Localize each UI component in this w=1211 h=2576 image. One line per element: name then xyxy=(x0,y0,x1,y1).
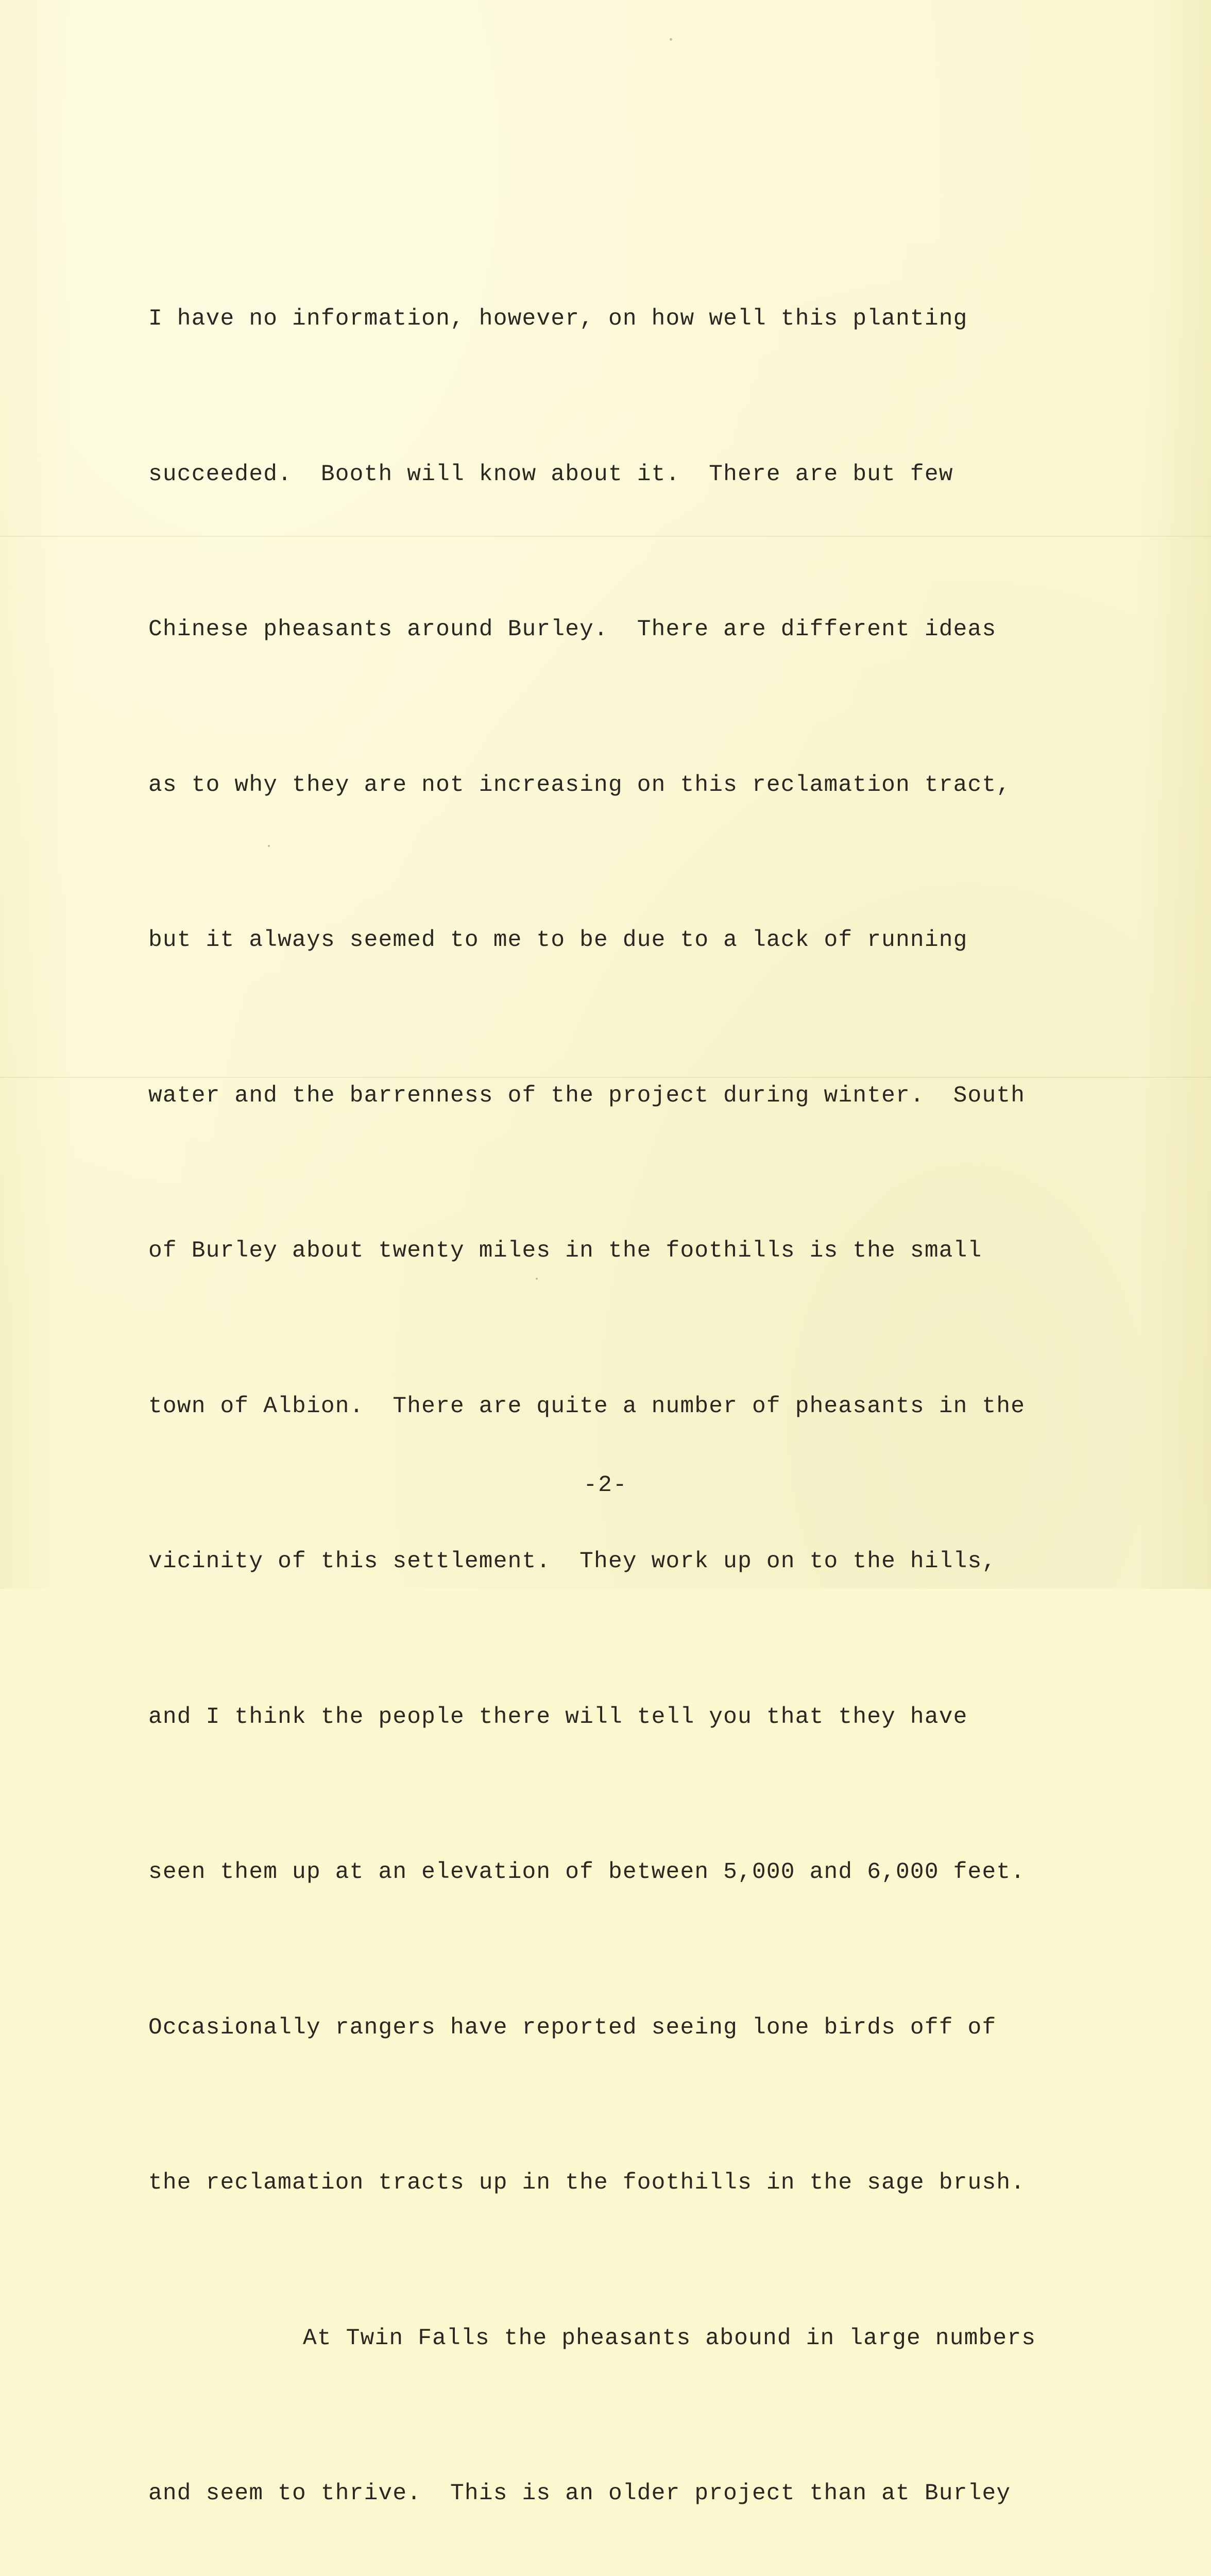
text-line: I have no information, however, on how well this planting xyxy=(148,306,968,332)
text-line: town of Albion. There are quite a number of pheasants in the xyxy=(148,1393,1026,1419)
text-line: as to why they are not increasing on this reclamation tract, xyxy=(148,772,1011,798)
text-line: and I think the people there will tell you that they have xyxy=(148,1704,968,1730)
text-line: of Burley about twenty miles in the foothills is the small xyxy=(148,1238,982,1264)
text-line: Occasionally rangers have reported seeing lone birds off of xyxy=(148,2014,997,2041)
page-number: -2- xyxy=(583,1472,628,1498)
text-line: vicinity of this settlement. They work up on to the hills, xyxy=(148,1549,997,1574)
paper-speck xyxy=(670,38,672,41)
text-line: water and the barrenness of the project during winter. South xyxy=(148,1082,1026,1109)
text-line: succeeded. Booth will know about it. There are but few xyxy=(148,461,953,487)
text-line: but it always seemed to me to be due to a lack of running xyxy=(148,927,968,953)
text-line: seen them up at an elevation of between 5,000 and 6,000 feet. xyxy=(148,1859,1026,1885)
text-line: At Twin Falls the pheasants abound in large numbers xyxy=(303,2325,1036,2351)
text-line: the reclamation tracts up in the foothills in the sage brush. xyxy=(148,2170,1026,2196)
text-line: and seem to thrive. This is an older project than at Burley xyxy=(148,2481,1011,2506)
letter-body xyxy=(148,190,1127,2576)
text-line: Chinese pheasants around Burley. There are different ideas xyxy=(148,617,997,642)
